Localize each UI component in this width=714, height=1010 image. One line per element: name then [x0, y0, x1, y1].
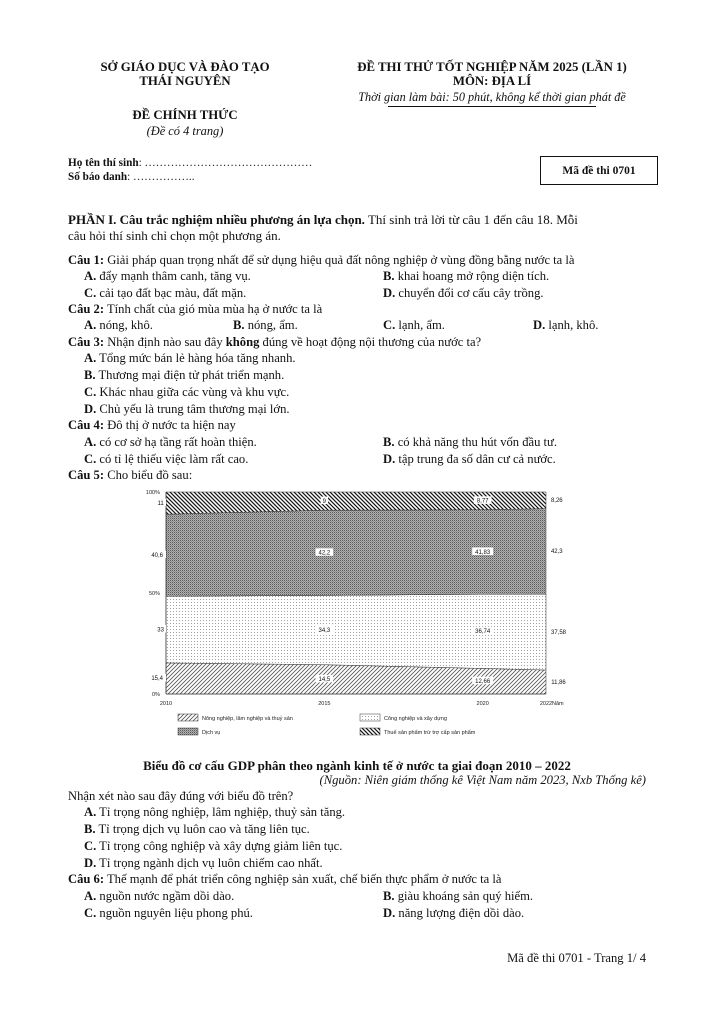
x-tick-label: 2015 [318, 701, 331, 707]
option-text: Tỉ trọng ngành dịch vụ luôn chiếm cao nhất. [96, 856, 323, 870]
x-axis-unit: Năm [552, 701, 564, 707]
option-key: D. [533, 318, 546, 332]
question-2 [68, 302, 322, 317]
part1-title: PHẦN I. Câu trắc nghiệm nhiều phương án lựa chọn. [68, 212, 365, 227]
question-2-label: Câu 2: [68, 302, 105, 316]
q6-option-d[interactable] [383, 906, 524, 921]
option-text: Tổng mức bán lẻ hàng hóa tăng nhanh. [96, 351, 296, 365]
q2-option-d[interactable] [533, 318, 598, 333]
q3-option-b[interactable] [84, 368, 284, 383]
candidate-id-row [68, 171, 195, 183]
option-key: B. [84, 368, 96, 382]
question-6-text: Thế mạnh để phát triển công nghiệp sản xuất, chế biến thực phẩm ở nước ta là [104, 872, 502, 886]
candidate-id-dots: : …………….. [127, 171, 195, 183]
option-key: D. [383, 286, 396, 300]
official-label: ĐỀ CHÍNH THỨC [132, 108, 238, 122]
data-label: 42,3 [550, 549, 563, 556]
question-5-label: Câu 5: [68, 468, 105, 482]
time-note: Thời gian làm bài: 50 phút, không kể thời gian phát đề [358, 90, 626, 104]
question-1 [68, 253, 575, 268]
q6-option-b[interactable] [383, 889, 533, 904]
option-text: nóng, ẩm. [244, 318, 298, 332]
part1-instruction: Thí sinh trả lời từ câu 1 đến câu 18. Mỗi [364, 212, 578, 227]
q5-option-d[interactable] [84, 856, 323, 871]
option-key: A. [84, 889, 97, 903]
q3-option-c[interactable] [84, 385, 289, 400]
question-4-label: Câu 4: [68, 418, 105, 432]
x-tick-label: 2010 [159, 701, 173, 707]
org-name-line1: SỞ GIÁO DỤC VÀ ĐÀO TẠO [100, 60, 270, 74]
y-tick-label: 0% [152, 692, 160, 698]
candidate-id-label: Số báo danh [68, 171, 128, 183]
exam-code-box: Mã đề thi 0701 [540, 156, 658, 185]
question-3-text-end: đúng về hoạt động nội thương của nước ta? [259, 335, 482, 349]
data-label: 40,6 [151, 553, 164, 560]
option-text: lạnh, khô. [545, 318, 599, 332]
option-text: có tỉ lệ thiếu việc làm rất cao. [96, 452, 249, 466]
q1-option-a[interactable] [84, 269, 251, 284]
legend-swatch [360, 714, 380, 721]
option-text: giàu khoáng sản quý hiếm. [394, 889, 534, 903]
q4-option-b[interactable] [383, 435, 557, 450]
data-label: 42,2 [318, 550, 331, 557]
q2-option-c[interactable] [383, 318, 445, 333]
question-1-text: Giải pháp quan trọng nhất để sử dụng hiệu quả đất nông nghiệp ở vùng đồng bằng nước ta là [104, 253, 575, 267]
chart-source: (Nguồn: Niên giám thống kê Việt Nam năm 2023, Nxb Thống kê) [319, 773, 646, 787]
gdp-structure-chart [130, 484, 590, 744]
part1-instruction-2: câu hỏi thí sinh chỉ chọn một phương án. [68, 228, 281, 243]
legend-label: Công nghiệp và xây dựng [384, 716, 448, 722]
option-text: Thương mại điện tử phát triển mạnh. [95, 368, 285, 382]
option-key: D. [84, 856, 97, 870]
option-text: tập trung đa số dân cư cả nước. [395, 452, 556, 466]
data-label: 41,83 [475, 549, 491, 556]
data-label: 15,4 [151, 676, 164, 683]
part1-heading [68, 212, 578, 227]
q5-option-a[interactable] [84, 805, 345, 820]
data-label: 8,77 [476, 498, 489, 505]
data-label: 12,66 [475, 679, 491, 686]
option-key: D. [383, 452, 396, 466]
option-key: B. [84, 822, 96, 836]
option-key: B. [383, 269, 395, 283]
data-label: 34,3 [318, 627, 331, 634]
org-name-line2: THÁI NGUYÊN [139, 74, 231, 88]
question-5-prompt: Nhận xét nào sau đây đúng với biểu đồ trên? [68, 789, 294, 803]
question-3-label: Câu 3: [68, 335, 105, 349]
q3-option-d[interactable] [84, 402, 290, 417]
option-text: khai hoang mở rộng diện tích. [394, 269, 550, 283]
q5-option-b[interactable] [84, 822, 310, 837]
candidate-name-label: Họ tên thí sinh [68, 157, 139, 169]
option-key: C. [84, 385, 97, 399]
legend-swatch [178, 728, 198, 735]
chart-caption: Biểu đồ cơ cấu GDP phân theo ngành kinh tế ở nước ta giai đoạn 2010 – 2022 [143, 758, 571, 773]
question-5 [68, 468, 192, 483]
data-label: 33 [157, 627, 164, 634]
data-label: 11 [157, 500, 164, 507]
option-text: năng lượng điện dồi dào. [395, 906, 525, 920]
q2-option-b[interactable] [233, 318, 298, 333]
data-label: 9 [322, 498, 327, 505]
q1-option-d[interactable] [383, 286, 544, 301]
question-3-emphasis: không [225, 335, 260, 349]
q6-option-c[interactable] [84, 906, 253, 921]
legend-label: Dịch vụ [202, 730, 221, 736]
option-key: A. [84, 269, 97, 283]
y-tick-label: 100% [145, 490, 160, 496]
question-3 [68, 335, 481, 350]
q1-option-c[interactable] [84, 286, 246, 301]
option-key: B. [383, 889, 395, 903]
q6-option-a[interactable] [84, 889, 234, 904]
option-key: C. [383, 318, 396, 332]
q1-option-b[interactable] [383, 269, 549, 284]
option-text: lạnh, ẩm. [395, 318, 445, 332]
option-text: Tỉ trọng dịch vụ luôn cao và tăng liên tục. [95, 822, 310, 836]
x-tick-label: 2020 [476, 701, 489, 707]
page-footer: Mã đề thi 0701 - Trang 1/ 4 [507, 951, 646, 965]
question-4-text: Đô thị ở nước ta hiện nay [104, 418, 236, 432]
title-underline [388, 106, 596, 107]
q4-option-c[interactable] [84, 452, 248, 467]
data-label: 37,58 [550, 629, 567, 636]
candidate-name-row [68, 157, 312, 169]
option-text: chuyển đổi cơ cấu cây trồng. [395, 286, 544, 300]
option-text: nguồn nước ngầm dồi dào. [96, 889, 235, 903]
q4-option-d[interactable] [383, 452, 556, 467]
question-4 [68, 418, 236, 433]
data-label: 36,74 [475, 629, 491, 636]
option-key: C. [84, 286, 97, 300]
option-key: D. [84, 402, 97, 416]
question-6 [68, 872, 501, 887]
question-5-text: Cho biểu đồ sau: [104, 468, 193, 482]
option-key: A. [84, 435, 97, 449]
option-key: C. [84, 906, 97, 920]
data-label: 8,26 [550, 498, 563, 505]
option-text: Tỉ trọng công nghiệp và xây dựng giảm liên tục. [96, 839, 343, 853]
q2-option-a[interactable] [84, 318, 153, 333]
option-text: nguồn nguyên liệu phong phú. [96, 906, 253, 920]
option-text: Tỉ trọng nông nghiệp, lâm nghiệp, thuỷ sản tăng. [96, 805, 346, 819]
candidate-name-dots: : ……………………………………… [138, 157, 313, 169]
option-text: cải tạo đất bạc màu, đất mặn. [96, 286, 247, 300]
data-label: 14,5 [318, 677, 331, 684]
q5-option-c[interactable] [84, 839, 342, 854]
exam-title: ĐỀ THI THỬ TỐT NGHIỆP NĂM 2025 (LẦN 1) [357, 60, 627, 74]
legend-swatch [178, 714, 198, 721]
subject-title: MÔN: ĐỊA LÍ [452, 74, 532, 88]
option-text: đẩy mạnh thâm canh, tăng vụ. [96, 269, 251, 283]
y-tick-label: 50% [148, 591, 160, 597]
option-text: có cơ sở hạ tầng rất hoàn thiện. [96, 435, 257, 449]
question-2-text: Tính chất của gió mùa mùa hạ ở nước ta là [104, 302, 323, 316]
data-label: 11,86 [551, 679, 566, 686]
legend-swatch [360, 728, 380, 735]
option-text: Khác nhau giữa các vùng và khu vực. [96, 385, 290, 399]
option-key: A. [84, 351, 97, 365]
option-key: A. [84, 805, 97, 819]
option-key: B. [383, 435, 395, 449]
question-3-text: Nhận định nào sau đây [104, 335, 226, 349]
option-key: C. [84, 452, 97, 466]
question-6-label: Câu 6: [68, 872, 105, 886]
option-key: C. [84, 839, 97, 853]
option-key: A. [84, 318, 97, 332]
q3-option-a[interactable] [84, 351, 296, 366]
option-text: có khả năng thu hút vốn đầu tư. [394, 435, 558, 449]
option-key: D. [383, 906, 396, 920]
option-text: Chủ yếu là trung tâm thương mại lớn. [96, 402, 290, 416]
option-text: nóng, khô. [96, 318, 153, 332]
q4-option-a[interactable] [84, 435, 257, 450]
legend-label: Nông nghiệp, lâm nghiệp và thuỷ sản [202, 716, 293, 722]
pages-note: (Đề có 4 trang) [146, 124, 224, 138]
question-1-label: Câu 1: [68, 253, 105, 267]
x-tick-label: 2022 [539, 701, 553, 707]
legend-label: Thuế sản phẩm trừ trợ cấp sản phẩm [384, 730, 476, 736]
option-key: B. [233, 318, 245, 332]
